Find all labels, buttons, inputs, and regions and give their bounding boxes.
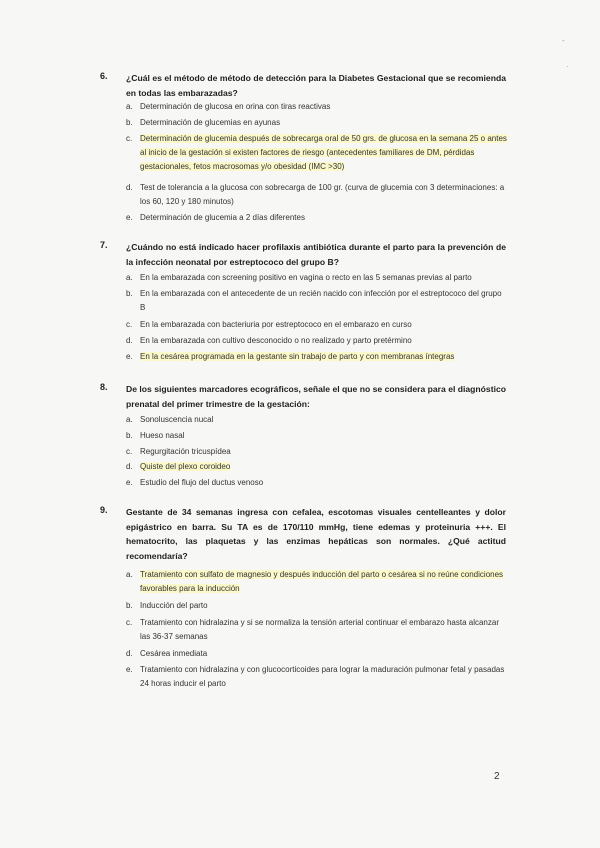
option-letter: b. [126,118,133,127]
option-a[interactable] [126,271,508,285]
option-d[interactable] [126,647,508,661]
option-d[interactable] [126,181,508,209]
option-text: Tratamiento con hidralazina y si se normaliza la tensión arterial continuar el embarazo hasta alcanzar las 36-37 semanas [140,618,499,641]
option-letter: e. [126,478,133,487]
option-letter: a. [126,102,133,111]
option-text: Estudio del flujo del ductus venoso [140,478,264,487]
option-text: Inducción del parto [140,601,208,610]
option-letter: c. [126,447,133,456]
question-text: ¿Cuándo no está indicado hacer profilaxis antibiótica durante el parto para la prevención de la infección neonatal por estreptococo del grupo B? [126,242,506,267]
question-text: Gestante de 34 semanas ingresa con cefalea, escotomas visuales centelleantes y dolor epigástrico en barra. Su TA es de 170/110 mmHg, tiene edemas y proteinuria +++. El hematocrito, las plaquetas y las enzimas hepáticas son normales. ¿Qué actitud recomendaría? [126,507,506,561]
option-text: Tratamiento con hidralazina y con glucocorticoides para lograr la maduración pulmonar fetal y pasadas 24 horas inducir el parto [140,665,505,688]
option-c[interactable] [126,318,508,332]
option-text: Test de tolerancia a la glucosa con sobrecarga de 100 gr. (curva de glucemia con 3 determinaciones: a los 60, 120 y 180 minutos) [140,183,505,206]
option-text-highlighted: Determinación de glucemia después de sobrecarga oral de 50 grs. de glucosa en la semana 25 o antes al inicio de la gestación si existen factores de riesgo (antecedentes familiares de DM, pérdidas gestacionales, fetos macrosomas y/o obesidad (IMC >30) [140,134,507,171]
option-text: Cesárea inmediata [140,649,208,658]
option-text: En la embarazada con el antecedente de un recién nacido con infección por el estreptococo del grupo B [140,289,502,312]
option-c[interactable] [126,616,508,644]
option-d[interactable] [126,460,508,474]
option-e[interactable] [126,211,508,225]
option-letter: c. [126,618,133,627]
option-letter: b. [126,289,133,298]
option-text: En la embarazada con screening positivo en vagina o recto en las 5 semanas previas al parto [140,273,472,282]
option-c[interactable] [126,445,508,459]
option-b[interactable] [126,429,508,443]
question-number: 7. [100,240,108,250]
option-e[interactable] [126,663,508,691]
option-letter: e. [126,665,133,674]
page-number: 2 [494,771,500,782]
option-b[interactable] [126,287,508,315]
question-text: ¿Cuál es el método de método de detección para la Diabetes Gestacional que se recomienda en todas las embarazadas? [126,73,506,98]
scan-mark: · [566,62,569,71]
question-number: 6. [100,71,108,81]
option-letter: a. [126,273,133,282]
option-text: En la embarazada con cultivo desconocido o no realizado y parto pretérmino [140,336,412,345]
option-letter: d. [126,462,133,471]
option-letter: a. [126,570,133,579]
option-text: Hueso nasal [140,431,185,440]
option-letter: d. [126,649,133,658]
question-number: 8. [100,382,108,392]
option-letter: b. [126,601,133,610]
option-text-highlighted: Quiste del plexo coroideo [140,462,231,471]
option-text-highlighted: En la cesárea programada en la gestante sin trabajo de parto y con membranas íntegras [140,352,455,361]
option-letter: e. [126,213,133,222]
option-text-highlighted: Tratamiento con sulfato de magnesio y después inducción del parto o cesárea si no reúne condiciones favorables para la inducción [140,570,504,593]
option-text: En la embarazada con bacteriuria por estreptococo en el embarazo en curso [140,320,412,329]
option-text: Determinación de glucemia a 2 días diferentes [140,213,305,222]
option-text: Regurgitación tricuspídea [140,447,231,456]
option-letter: d. [126,183,133,192]
option-letter: b. [126,431,133,440]
option-a[interactable] [126,413,508,427]
option-c[interactable] [126,132,508,174]
question-text: De los siguientes marcadores ecográficos, señale el que no se considera para el diagnóstico prenatal del primer trimestre de la gestación: [126,384,506,409]
option-e[interactable] [126,350,508,364]
option-text: Sonoluscencia nucal [140,415,214,424]
option-a[interactable] [126,568,508,596]
option-letter: c. [126,320,133,329]
option-a[interactable] [126,100,508,114]
option-letter: c. [126,134,133,143]
option-letter: e. [126,352,133,361]
option-d[interactable] [126,334,508,348]
option-letter: a. [126,415,133,424]
option-text: Determinación de glucemias en ayunas [140,118,281,127]
option-text: Determinación de glucosa en orina con tiras reactivas [140,102,331,111]
question-number: 9. [100,505,108,515]
option-letter: d. [126,336,133,345]
option-e[interactable] [126,476,508,490]
option-b[interactable] [126,599,508,613]
scan-mark: - [562,36,565,45]
option-b[interactable] [126,116,508,130]
